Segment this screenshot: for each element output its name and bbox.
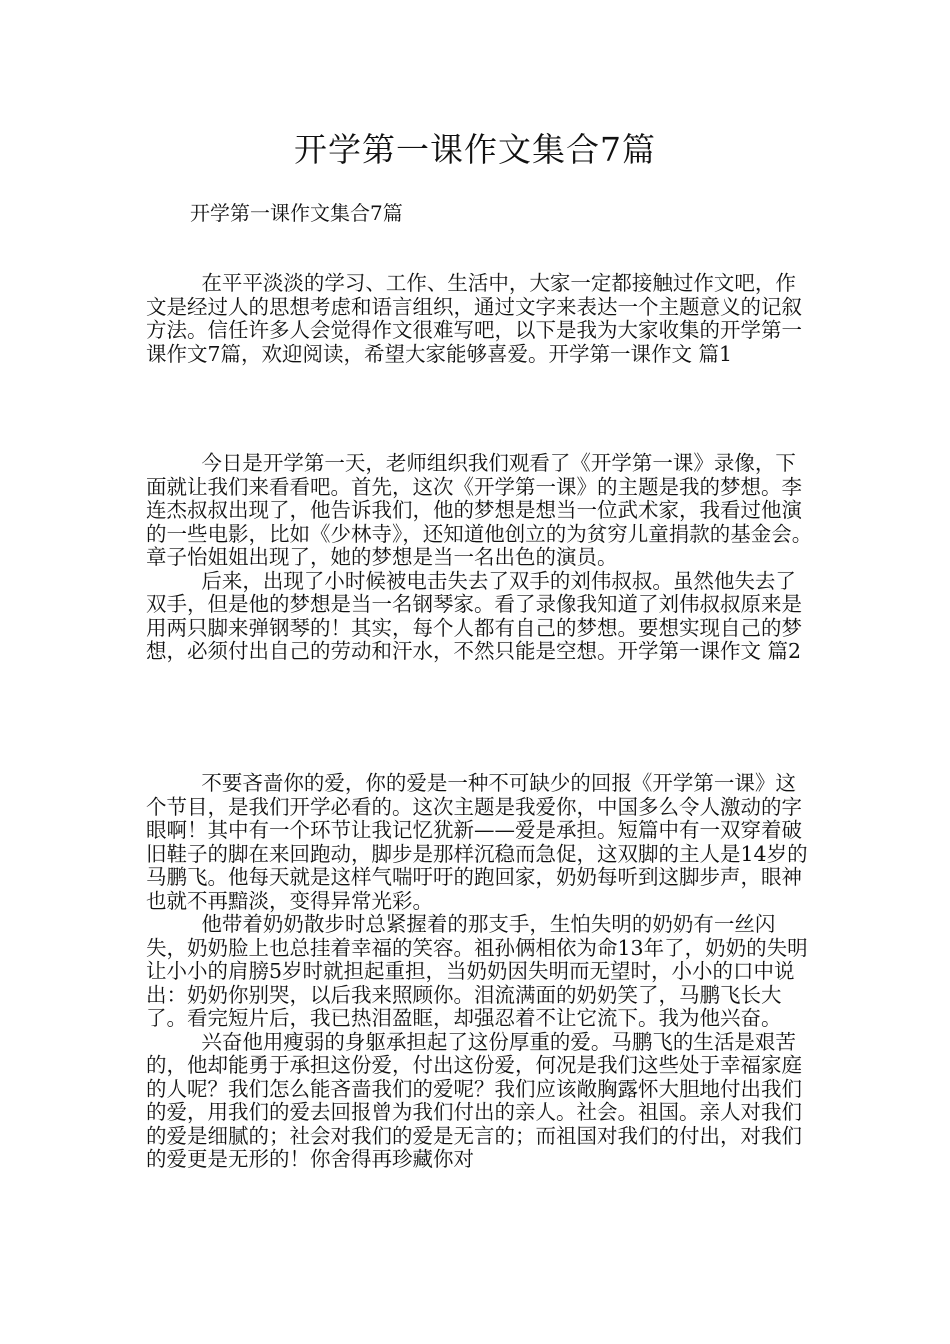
essay-1-section [146, 452, 816, 664]
paragraph: 今日是开学第一天，老师组织我们观看了《开学第一课》录像，下面就让我们来看看吧。首先，这次《开学第一课》的主题是我的梦想。李连杰叔叔出现了，他告诉我们，他的梦想是想当一位武术家，我看过他演的一些电影，比如《少林寺》，还知道他创立的为贫穷儿童捐款的基金会。章子怡姐姐出现了，她的梦想是当一名出色的演员。 [146, 451, 813, 569]
paragraph: 他带着奶奶散步时总紧握着的那支手，生怕失明的奶奶有一丝闪失，奶奶脸上也总挂着幸福的笑容。祖孙俩相依为命13年了，奶奶的失明让小小的肩膀5岁时就担起重担，当奶奶因失明而无望时，小小的口中说出：奶奶你别哭，以后我来照顾你。泪流满面的奶奶笑了，马鹏飞长大了。看完短片后，我已热泪盈眶，却强忍着不让它流下。我为他兴奋。 [146, 912, 808, 1030]
document-title: 开学第一课作文集合7篇 [294, 130, 656, 169]
document-subtitle: 开学第一课作文集合7篇 [190, 201, 403, 225]
intro-section [146, 272, 816, 366]
paragraph: 后来，出现了小时候被电击失去了双手的刘伟叔叔。虽然他失去了双手，但是他的梦想是当一名钢琴家。看了录像我知道了刘伟叔叔原来是用两只脚来弹钢琴的！其实，每个人都有自己的梦想。要想实现自己的梦想，必须付出自己的劳动和汗水，不然只能是空想。开学第一课作文 篇2 [146, 568, 802, 663]
paragraph: 不要吝啬你的爱，你的爱是一种不可缺少的回报《开学第一课》这个节目，是我们开学必看的。这次主题是我爱你，中国多么令人激动的字眼啊！其中有一个环节让我记忆犹新——爱是承担。短篇中有一双穿着破旧鞋子的脚在来回跑动，脚步是那样沉稳而急促，这双脚的主人是14岁的马鹏飞。他每天就是这样气喘吁吁的跑回家，奶奶每听到这脚步声，眼神也就不再黯淡，变得异常光彩。 [146, 771, 808, 913]
essay-2-section [146, 772, 816, 1172]
paragraph: 兴奋他用瘦弱的身躯承担起了这份厚重的爱。马鹏飞的生活是艰苦的，他却能勇于承担这份爱，付出这份爱，何况是我们这些处于幸福家庭的人呢？我们怎么能吝啬我们的爱呢？我们应该敞胸露怀大胆地付出我们的爱，用我们的爱去回报曾为我们付出的亲人。社会。祖国。亲人对我们的爱是细腻的；社会对我们的爱是无言的；而祖国对我们的付出，对我们的爱更是无形的！你舍得再珍藏你对 [146, 1029, 802, 1171]
paragraph: 在平平淡淡的学习、工作、生活中，大家一定都接触过作文吧，作文是经过人的思想考虑和语言组织，通过文字来表达一个主题意义的记叙方法。信任许多人会觉得作文很难写吧，以下是我为大家收集的开学第一课作文7篇，欢迎阅读，希望大家能够喜爱。开学第一课作文 篇1 [146, 271, 802, 366]
